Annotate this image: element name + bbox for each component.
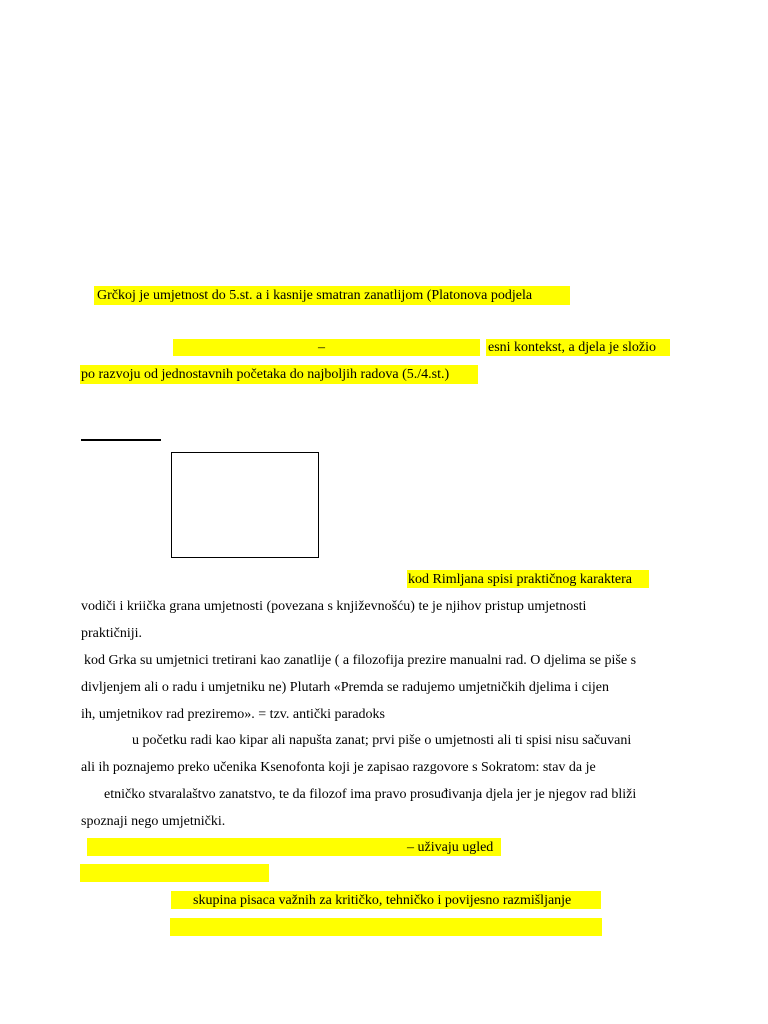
text-line-5: vodiči i kriička grana umjetnosti (povezana s književnošću) te je njihov pristup umjetnosti <box>81 599 587 614</box>
highlight-band-6 <box>80 864 269 882</box>
text-line-11: ali ih poznajemo preko učenika Ksenofonta koji je zapisao razgovore s Sokratom: stav da je <box>81 760 596 775</box>
text-line-10: u početku radi kao kipar ali napušta zanat; prvi piše o umjetnosti ali ti spisi nisu sačuvani <box>132 733 632 748</box>
empty-image-frame <box>171 452 319 558</box>
text-line-2-end: esni kontekst, a djela je složio <box>488 340 656 355</box>
text-line-1: Grčkoj je umjetnost do 5.st. a i kasnije smatran zanatlijom (Platonova podjela <box>97 288 533 303</box>
text-line-15: skupina pisaca važnih za kritičko, tehničko i povijesno razmišljanje <box>193 893 572 908</box>
highlight-band-2a <box>173 339 480 356</box>
text-line-6: praktičniji. <box>81 626 143 641</box>
text-line-13: spoznaji nego umjetnički. <box>81 814 226 829</box>
text-line-9: ih, umjetnikov rad preziremo». = tzv. antički paradoks <box>81 707 386 722</box>
text-line-7: kod Grka su umjetnici tretirani kao zanatlije ( a filozofija prezire manualni rad. O djelima se piše s <box>84 653 637 668</box>
text-line-12: etničko stvaralaštvo zanatstvo, te da filozof ima pravo prosuđivanja djela jer je njegov rad bliži <box>104 787 637 802</box>
text-line-3: po razvoju od jednostavnih početaka do najboljih radova (5./4.st.) <box>81 367 450 382</box>
text-line-4: kod Rimljana spisi praktičnog karaktera <box>408 572 632 587</box>
highlight-band-8 <box>170 918 602 936</box>
short-horizontal-rule <box>81 439 161 441</box>
text-line-8: divljenjem ali o radu i umjetniku ne) Plutarh «Premda se radujemo umjetničkih djelima i cijen <box>81 680 609 695</box>
text-line-14: – uživaju ugled <box>407 840 494 855</box>
text-line-2-dash: – <box>318 340 325 355</box>
